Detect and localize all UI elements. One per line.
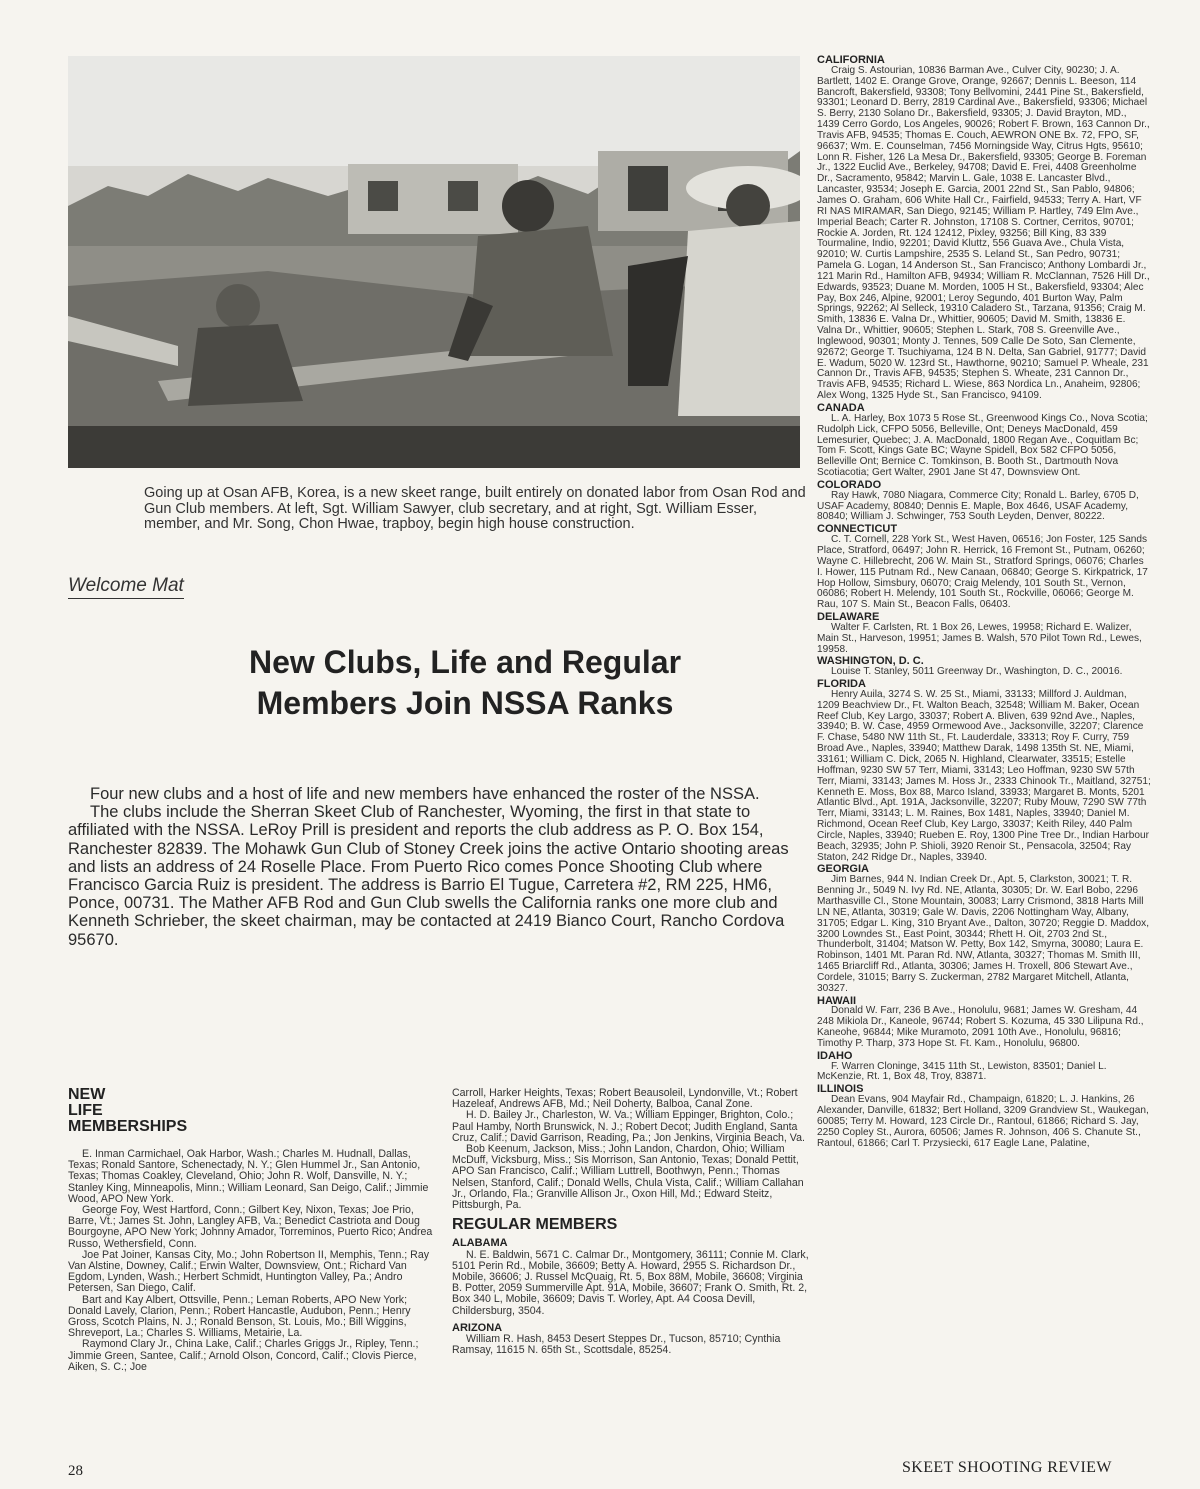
state-members-georgia: Jim Barnes, 944 N. Indian Creek Dr., Apt. 5, Clarkston, 30021; T. R. Benning Jr., 5049 N. Ivy Rd. NE, Atlanta, 30305; Dr. W. Earl Bobo, 2296 Marthasville Cl., Stone Mountain, 30083; Larry Crismond, 3818 Harts Mill LN NE, Atlanta, 30319; Gale W. Davis, 2206 Nottingham Way, Albany, 31705; Edgar L. King, 310 Bryant Ave., Dalton, 30720; Reggie D. Maddox, 3200 Lowndes St., East Point, 30344; Rhett H. Oit, 2703 2nd St., Thunderbolt, 31404; Matson W. Petty, Box 142, Smyrna, 30080; Laura E. Robinson, 1401 Mt. Paran Rd. NW, Atlanta, 30327; Thomas M. Smith III, 1465 Briarcliff Rd., Atlanta, 30306; James H. Troxell, 806 Stewart Ave., Cordele, 31015; Barry S. Zuckerman, 2782 Margaret Mitchell, Atlanta, 30327.	[817, 874, 1150, 994]
state-members-alabama: N. E. Baldwin, 5671 C. Calmar Dr., Montgomery, 36111; Connie M. Clark, 5101 Perin Rd., Mobile, 36609; Betty A. Howard, 2955 S. Richardson Dr., Mobile, 36606; J. Russel McQuaig, Rt. 5, Box 88M, Mobile, 36608; Virginia B. Potter, 2059 Summerville Apt. 91A, Mobile, 36607; Frank O. Smith, Rt. 2, Box 340 L, Mobile, 36609; Davis T. Worley, Apt. A4 Coosa Devill, Childersburg, 3504.	[452, 1248, 809, 1317]
regular-members-heading: REGULAR MEMBERS	[452, 1216, 618, 1234]
state-heading-arizona: ARIZONA	[452, 1321, 503, 1334]
state-heading-colorado: COLORADO	[817, 478, 882, 491]
life-members-paragraph: Carroll, Harker Heights, Texas; Robert Beausoleil, Lyndonville, Vt.; Robert Hazeleaf, Andrews AFB, Md.; Neil Doherty, Balboa, Canal Zone.	[452, 1087, 798, 1111]
state-members-delaware: Walter F. Carlsten, Rt. 1 Box 26, Lewes, 19958; Richard E. Walizer, Main St., Harveson, 19951; James B. Walsh, 570 Pilot Town Rd., Lewes, 19958.	[817, 621, 1142, 655]
life-members-paragraph: E. Inman Carmichael, Oak Harbor, Wash.; Charles M. Hudnall, Dallas, Texas; Ronald Santore, Schenectady, N. Y.; Glen Hummel Jr., San Antonio, Texas; Thomas Coakley, Cleveland, Ohio; John R. Wolf, Dansville, N. Y.; Stanley King, Minneapolis, Minn.; William Leonard, San Deigo, Calif.; Jimmie Wood, APO New York.	[68, 1148, 429, 1205]
section-kicker: Welcome Mat	[68, 575, 184, 599]
lead-paragraph-2: The clubs include the Sherran Skeet Club of Ranchester, Wyoming, the first in that state to affiliated with the NSSA. LeRoy Prill is president and reports the club address as P. O. Box 154, Ranchester 82839. The Mohawk Gun Club of Stoney Creek joins the active Ontario shooting areas and lists an address of 24 Roselle Place. From Puerto Rico comes Ponce Shooting Club where Francisco Garcia Ruiz is president. The address is Barrio El Tugue, Carretera #2, RM 225, HM6, Ponce, 00731. The Mather AFB Rod and Gun Club swells the California ranks one more club and Kenneth Schrieber, the skeet chairman, may be contacted at 2419 Bianco Court, Rancho Cordova 95670.	[68, 803, 789, 949]
state-members-idaho: F. Warren Cloninge, 3415 11th St., Lewiston, 83501; Daniel L. McKenzie, Rt. 1, Box 48, Troy, 83871.	[817, 1060, 1107, 1083]
life-members-paragraph: Bart and Kay Albert, Ottsville, Penn.; Leman Roberts, APO New York; Donald Lavely, Clarion, Penn.; Robert Hancastle, Audubon, Penn.; Henry Gross, Scotch Plains, N. J.; Ronald Benson, St. Louis, Mo.; Bill Wiggins, Shreveport, La.; Charles S. Williams, Metairie, La.	[68, 1293, 411, 1340]
state-heading-georgia: GEORGIA	[817, 863, 869, 876]
state-heading-delaware: DELAWARE	[817, 611, 880, 624]
life-members-paragraph: Bob Keenum, Jackson, Miss.; John Landon, Chardon, Ohio; William McDuff, Vicksburg, Miss.; Sis Morrison, San Antonio, Texas; Donald Pettit, APO San Francisco, Calif.; William Luttrell, Boothwyn, Penn.; Thomas Nelsen, Stanford, Calif.; Donald Wells, Chula Vista, Calif.; William Callahan Jr., Orlando, Fla.; Granville Allison Jr., Oxon Hill, Md.; Edward Steitz, Pittsburgh, Pa.	[452, 1143, 804, 1212]
heading-line-new: NEW	[68, 1086, 106, 1103]
state-heading-canada: CANADA	[817, 402, 865, 414]
state-members-florida: Henry Auila, 3274 S. W. 25 St., Miami, 33133; Millford J. Auldman, 1209 Beachview Dr., Ft. Walton Beach, 32548; William M. Baker, Ocean Reef Club, Key Largo, 33037; Robert A. Bliven, 639 92nd Ave., Naples, 33940; B. W. Case, 4959 Ormewood Ave., Jacksonville, 32207; Clarence F. Chase, 5480 NW 11th St., Ft. Lauderdale, 33313; Roy F. Curry, 759 Broad Ave., Naples, 33940; Matthew Darak, 1498 135th St. NE, Miami, 33161; William C. Dick, 2065 N. Highland, Clearwater, 33515; Estelle Hoffman, 9230 SW 57 Terr, Miami, 33143; Leo Hoffman, 9230 SW 57th Terr, Miami, 33143; James M. Hoss Jr., 2333 Chinook Tr., Maitland, 32751; Kenneth E. Moss, Box 88, Marco Island, 33933; Margaret B. Monts, 5201 Atlantic Blvd., Apt. 191A, Jacksonville, 32207; Ruby Mouw, 7290 SW 77th Terr, Miami, 33143; L. M. Raines, Box 1481, Naples, 33940; Daniel M. Richmond, Ocean Reef Club, Key Largo, 33037; Keith Riley, 440 Palm Circle, Naples, 33940; Rueben E. Roy, 1300 Pine Tree Dr., Indian Harbour Beach, 32935; John P. Shioli, 3920 Renoir St., Pensacola, 32504; Ray Staton, 242 Ridge Dr., Naples, 33940.	[817, 688, 1151, 863]
life-members-paragraph: George Foy, West Hartford, Conn.; Gilbert Key, Nixon, Texas; Joe Prio, Barre, Vt.; James St. John, Langley AFB, Va.; Benedict Castriota and Doug Bourgoyne, APO New York; Johnny Amador, Torreminos, Puerto Rico; Andrea Russo, Wethersfield, Conn.	[68, 1204, 433, 1250]
headline-line-2: Members Join NSSA Ranks	[256, 685, 674, 721]
state-heading-alabama: ALABAMA	[452, 1237, 508, 1250]
life-members-paragraph: Raymond Clary Jr., China Lake, Calif.; Charles Griggs Jr., Ripley, Tenn.; Jimmie Green, Santee, Calif.; Arnold Olson, Concord, Calif.; Clovis Pierce, Aiken, S. C.; Joe	[68, 1338, 419, 1373]
state-heading-hawaii: HAWAII	[817, 994, 857, 1007]
state-members-canada: L. A. Harley, Box 1073 5 Rose St., Greenwood Kings Co., Nova Scotia; Rudolph Lick, CFPO 5056, Belleville, Ont; Deneys MacDonald, 459 Lemesurier, Quebec; J. A. MacDonald, 1800 Regan Ave., Coquitlam Bc; Tom F. Scott, Kings Gate BC; Wayne Spidell, Box 582 CFPO 5056, Belleville Ont; Bernice C. Tomkinson, B. Booth St., Dartmouth Nova Scotiacotia; Gert Walter, 2901 Jane St 47, Downsview Ont.	[817, 412, 1148, 479]
state-members-hawaii: Donald W. Farr, 236 B Ave., Honolulu, 9681; James W. Gresham, 44 248 Mikiola Dr., Kaneole, 96744; Robert S. Kozuma, 45 330 Lilipuna Rd., Kaneohe, 96844; Mike Muramoto, 2091 10th Ave., Honolulu, 96816; Timothy P. Tharp, 373 Hope St. Ft. Kam., Honolulu, 96800.	[817, 1005, 1144, 1049]
state-members-dc: Louise T. Stanley, 5011 Greenway Dr., Washington, D. C., 20016.	[831, 666, 1123, 678]
new-life-memberships-heading	[68, 1087, 187, 1135]
state-members-colorado: Ray Hawk, 7080 Niagara, Commerce City; Ronald L. Barley, 6705 D, USAF Academy, 80840; Dennis E. Maple, Box 4646, USAF Academy, 80840; William J. Schwinger, 753 South Leyden, Denver, 80222.	[817, 489, 1139, 523]
heading-line-memberships: MEMBERSHIPS	[68, 1118, 188, 1135]
headline-line-1: New Clubs, Life and Regular	[248, 644, 682, 680]
state-heading-dc: WASHINGTON, D. C.	[817, 655, 924, 668]
state-members-california: Craig S. Astourian, 10836 Barman Ave., Culver City, 90230; J. A. Bartlett, 1402 E. Orange Grove, Orange, 92667; Dennis L. Beeson, 114 Bancroft, Bakersfield, 93308; Tony Bellvomini, 2441 Pine St., Bakersfield, 93301; Leonard D. Berry, 2819 Cardinal Ave., Bakersfield, 93306; Michael S. Berry, 2130 Solano Dr., Bakersfield, 93305; J. David Brayton, MD., 1439 Cerro Gordo, Los Angeles, 90026; Robert F. Brown, 163 Cannon Dr., Travis AFB, 94535; Thomas E. Couch, AEWRON ONE Bx. 72, FPO, SF, 96637; Wm. E. Counselman, 7456 Morningside Way, Citrus Hgts, 95610; Lonn R. Fisher, 126 La Mesa Dr., Bakersfield, 93305; George B. Foreman Jr., 1322 Euclid Ave., Berkeley, 94708; David E. Frei, 4408 Greenholme Dr., Sacramento, 95842; Marvin L. Gale, 1038 E. Lancaster Blvd., Lancaster, 93534; Joseph E. Garcia, 2001 22nd St., San Pablo, 94806; James O. Graham, 606 White Hall Cr., Fairfield, 94533; Terry A. Hart, VF RI NAS MIRAMAR, San Diego, 92145; William P. Hartley, 749 Elm Ave., Imperial Beach; Carter R. Johnston, 17108 S. Cortner, Cerritos, 90701; Rockie A. Jorden, Rt. 124 12412, Pixley, 93256; Bill King, 83 339 Tourmaline, Indio, 92201; David Kluttz, 556 Guava Ave., Chula Vista, 92010; W. Curtis Lampshire, 2535 S. Leland St., San Pedro, 90731; Pamela G. Logan, 14 Anderson St., San Francisco; Anthony Lombardi Jr., 121 Marin Rd., Hamilton AFB, 94934; William R. McClannan, 7526 Hill Dr., Edwards, 93523; Duane M. Morden, 1005 H St., Bakersfield, 93304; Alec Pay, Box 246, Alpine, 92001; Leroy Segundo, 401 Burton Way, Palm Springs, 92262; Al Selleck, 19310 Caladero St., Tarzana, 91356; Craig M. Smith, 13836 E. Valna Dr., Whittier, 90605; David M. Smith, 13836 E. Valna Dr., Whittier, 90605; Stephen L. Stark, 708 S. Greenville Ave., Inglewood, 90301; Monty J. Tennes, 509 Calle De Soto, San Clemente, 92672; George T. Tsuchiyama, 124 B N. Delta, San Gabriel, 91777; David E. Wadum, 5020 W. 123rd St., Hawthorne, 90210; Samuel P. Wheale, 231 Cannon Dr., Travis AFB, 94535; Stephen S. Wheate, 231 Cannon Dr., Travis AFB, 94535; Richard L. Wiese, 863 Nordica Ln., Anaheim, 92806; Alex Wong, 1325 Hyde St., San Francisco, 94109.	[817, 64, 1150, 402]
state-heading-florida: FLORIDA	[817, 678, 866, 691]
state-members-arizona: William R. Hash, 8453 Desert Steppes Dr., Tucson, 85710; Cynthia Ramsay, 11615 N. 65th St., Scottsdale, 85254.	[452, 1333, 781, 1357]
life-members-column-2	[452, 1088, 812, 1356]
construction-photo	[68, 56, 800, 468]
life-members-paragraph: Joe Pat Joiner, Kansas City, Mo.; John Robertson II, Memphis, Tenn.; Ray Van Alstine, Downey, Calif.; Erwin Walter, Downsview, Ont.; Richard Van Egdom, Lynden, Wash.; Herbert Schmidt, Huntington Valley, Pa.; Andro Petersen, San Diego, Calif.	[68, 1248, 430, 1295]
article-headline	[120, 642, 810, 724]
state-heading-illinois: ILLINOIS	[817, 1083, 864, 1096]
state-members-illinois: Dean Evans, 904 Mayfair Rd., Champaign, 61820; L. J. Hankins, 26 Alexander, Danville, 61832; Bert Holland, 3209 Grandview St., Waukegan, 60085; Terry M. Howard, 123 Circle Dr., Rantoul, 61866; Richard S. Jay, 2250 Copley St., Aurora, 60506; James R. Johnson, 406 S. Chanute St., Rantoul, 61866; Carl T. Przysiecki, 617 Eagle Lane, Palatine,	[817, 1094, 1149, 1149]
life-members-column-1	[68, 1149, 436, 1373]
lead-paragraph-1: Four new clubs and a host of life and new members have enhanced the roster of the NSSA.	[90, 785, 760, 803]
publication-footer: SKEET SHOOTING REVIEW	[902, 1459, 1112, 1476]
state-heading-california: CALIFORNIA	[817, 54, 885, 66]
life-members-paragraph: H. D. Bailey Jr., Charleston, W. Va.; William Eppinger, Brighton, Colo.; Paul Hamby, North Brunswick, N. J.; Robert Decot; Judith England, Santa Cruz, Calif.; David Garrison, Reading, Pa.; Jon Jenkins, Virginia Beach, Va.	[452, 1109, 805, 1144]
page-number: 28	[68, 1463, 83, 1479]
state-heading-connecticut: CONNECTICUT	[817, 523, 898, 536]
state-members-connecticut: C. T. Cornell, 228 York St., West Haven, 06516; Jon Foster, 125 Sands Place, Stratford, 06497; John R. Herrick, 16 Fremont St., Putnam, 06260; Wayne C. Hillebrecht, 206 W. Main St., Stratford Springs, 06076; Charles I. Hower, 115 Putnam Rd., New Canaan, 06840; George S. Kirkpatrick, 17 Hop Hollow, Simsbury, 06070; Craig Melendy, 101 South St., Vernon, 06086; Robert H. Melendy, 101 South St., Rockville, 06066; George M. Rau, 107 S. Main St., Beacon Falls, 06403.	[817, 534, 1148, 611]
state-heading-idaho: IDAHO	[817, 1049, 853, 1062]
article-lead	[68, 785, 810, 949]
heading-line-life: LIFE	[68, 1102, 103, 1119]
regular-members-column-3	[817, 54, 1151, 1149]
photo-caption: Going up at Osan AFB, Korea, is a new skeet range, built entirely on donated labor from Osan Rod and Gun Club members. At left, Sgt. William Sawyer, club secretary, and at right, Sgt. William Esser, member, and Mr. Song, Chon Hwae, trapboy, begin high house construction.	[144, 485, 806, 532]
